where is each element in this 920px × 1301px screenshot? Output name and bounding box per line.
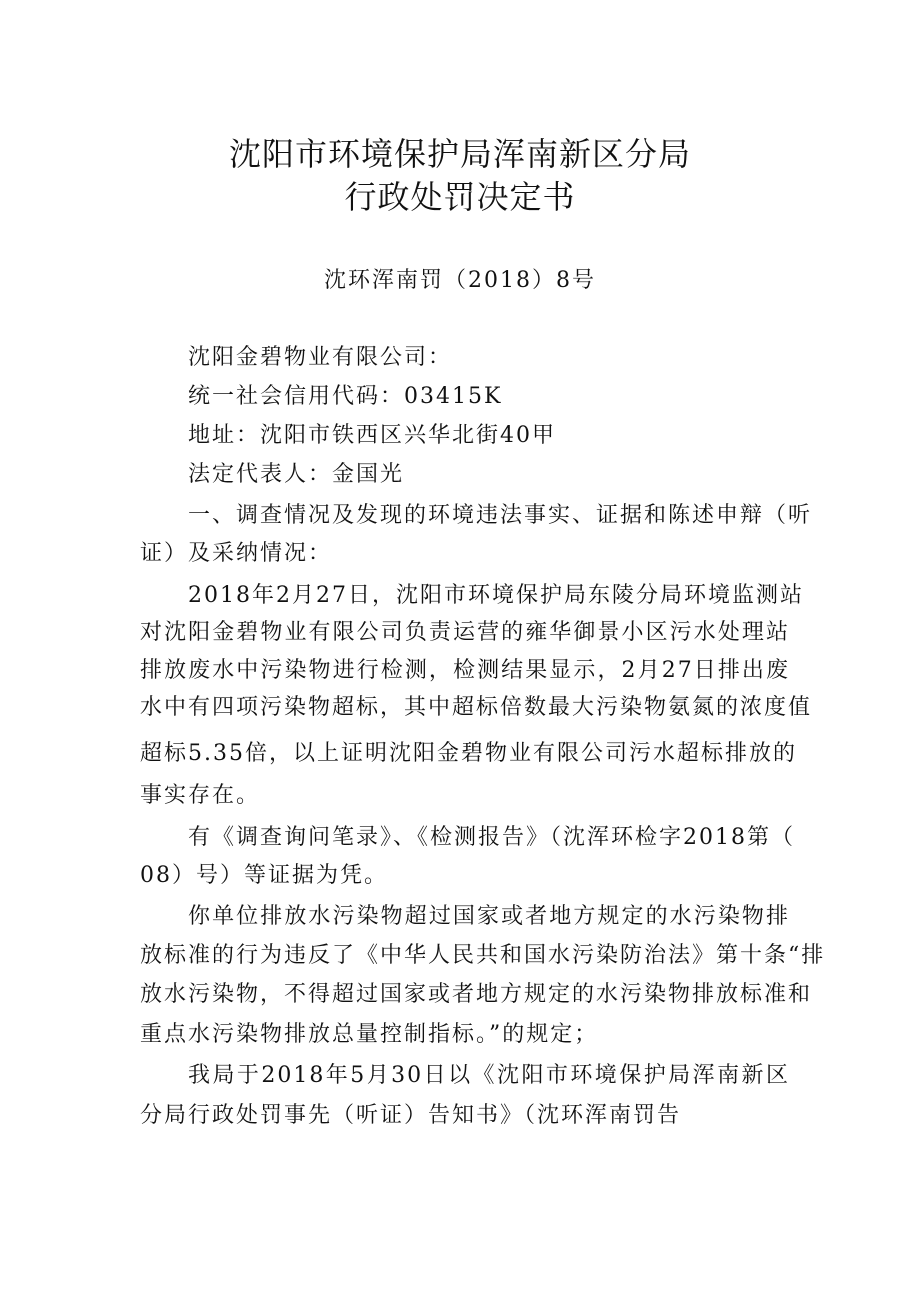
- para1-line: 排放废水中污染物进行检测，检测结果显示，2月27日排出废: [140, 658, 790, 683]
- legal-representative: 法定代表人：金国光: [188, 462, 405, 487]
- document-number: 沈环浑南罚（2018）8号: [324, 268, 596, 293]
- section1-heading-line1: 一、调查情况及发现的环境违法事实、证据和陈述申辩（听: [188, 503, 813, 528]
- para3-line: 你单位排放水污染物超过国家或者地方规定的水污染物排: [188, 904, 790, 929]
- section1-heading-line2: 证）及采纳情况：: [140, 541, 333, 566]
- credit-code: 统一社会信用代码：03415K: [188, 384, 503, 409]
- para3-line: 放水污染物，不得超过国家或者地方规定的水污染物排放标准和: [140, 982, 813, 1007]
- para1-line: 事实存在。: [140, 783, 261, 808]
- para2-line: 有《调查询问笔录》、《检测报告》（沈浑环检字2018第（: [188, 825, 795, 850]
- para1-line: 对沈阳金碧物业有限公司负责运营的雍华御景小区污水处理站: [140, 620, 790, 645]
- para3-line: 放标准的行为违反了《中华人民共和国水污染防治法》第十条“排: [140, 943, 826, 968]
- para1-line: 水中有四项污染物超标，其中超标倍数最大污染物氨氮的浓度值: [140, 695, 813, 720]
- para4-line: 分局行政处罚事先（听证）告知书》（沈环浑南罚告: [140, 1103, 682, 1128]
- para2-line: 08）号）等证据为凭。: [140, 863, 388, 888]
- document-title-line1: 沈阳市环境保护局浑南新区分局: [228, 135, 691, 173]
- address: 地址：沈阳市铁西区兴华北街40甲: [188, 423, 556, 448]
- para3-line: 重点水污染物排放总量控制指标。”的规定；: [140, 1022, 599, 1047]
- para1-line: 超标5.35倍，以上证明沈阳金碧物业有限公司污水超标排放的: [140, 741, 797, 766]
- para4-line: 我局于2018年5月30日以《沈阳市环境保护局浑南新区: [188, 1063, 790, 1088]
- para1-line: 2018年2月27日，沈阳市环境保护局东陵分局环境监测站: [188, 583, 804, 608]
- document-title-line2: 行政处罚决定书: [344, 178, 576, 216]
- recipient-name: 沈阳金碧物业有限公司：: [188, 345, 453, 370]
